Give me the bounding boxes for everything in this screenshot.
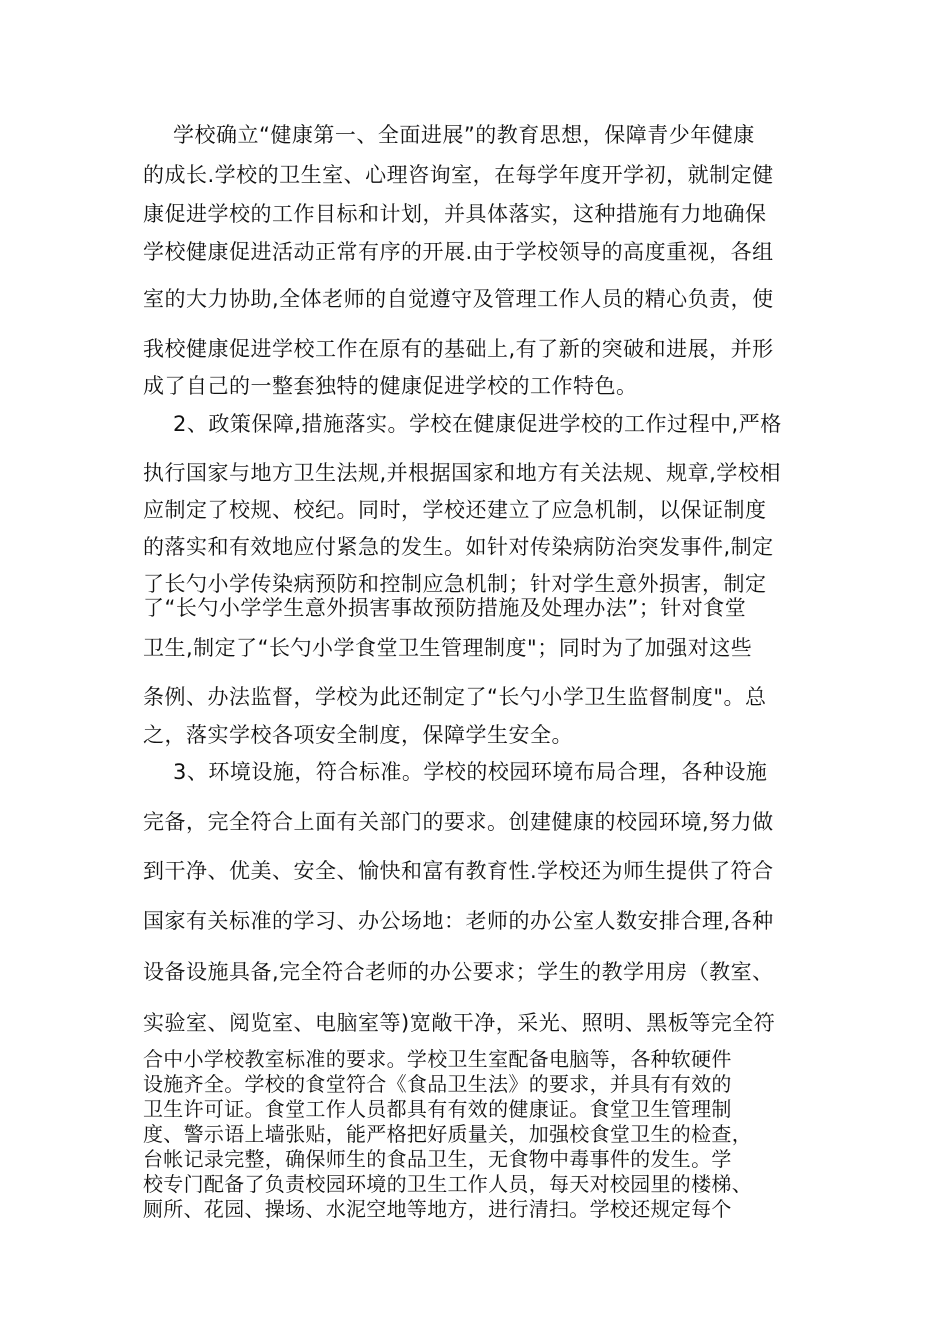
text-line: 之，落实学校各项安全制度，保障学生安全。 [143, 723, 573, 747]
text-line: 执行国家与地方卫生法规,并根据国家和地方有关法规、规章,学校相 [143, 461, 781, 485]
text-line: 实验室、阅览室、电脑室等)宽敞干净，采光、照明、黑板等完全符 [143, 1011, 776, 1035]
text-line: 应制定了校规、校纪。同时，学校还建立了应急机制，以保证制度 [143, 498, 767, 522]
text-line: 室的大力协助,全体老师的自觉遵守及管理工作人员的精心负责，使 [143, 287, 774, 311]
text-line: 条例、办法监督，学校为此还制定了“长勺小学卫生监督制度"。总 [143, 685, 767, 709]
text-line: 康促进学校的工作目标和计划，并具体落实，这种措施有力地确保 [143, 202, 767, 226]
text-line: 完备，完全符合上面有关部门的要求。创建健康的校园环境,努力做 [143, 810, 774, 834]
text-line: 3、环境设施，符合标准。学校的校园环境布局合理，各种设施 [173, 760, 768, 784]
text-line: 学校健康促进活动正常有序的开展.由于学校领导的高度重视，各组 [143, 240, 774, 264]
text-line: 合中小学校教室标准的要求。学校卫生室配备电脑等，各种软硬件 [143, 1047, 732, 1071]
text-line: 学校确立“健康第一、全面进展”的教育思想，保障青少年健康 [173, 123, 755, 147]
text-line: 卫生,制定了“长勺小学食堂卫生管理制度"；同时为了加强对这些 [143, 636, 753, 660]
text-line: 了长勺小学传染病预防和控制应急机制；针对学生意外损害，制定 [143, 572, 767, 596]
text-line: 台帐记录完整，确保师生的食品卫生，无食物中毒事件的发生。学 [143, 1147, 732, 1171]
text-line: 了“长勺小学学生意外损害事故预防措施及处理办法”；针对食堂 [143, 596, 747, 620]
text-line: 国家有关标准的学习、办公场地：老师的办公室人数安排合理,各种 [143, 909, 774, 933]
text-line: 卫生许可证。食堂工作人员都具有有效的健康证。食堂卫生管理制 [143, 1097, 732, 1121]
text-line: 度、警示语上墙张贴，能严格把好质量关，加强校食堂卫生的检查， [143, 1122, 752, 1146]
text-line: 的落实和有效地应付紧急的发生。如针对传染病防治突发事件,制定 [143, 535, 774, 559]
text-line: 设施齐全。学校的食堂符合《食品卫生法》的要求，并具有有效的 [143, 1072, 732, 1096]
text-line: 我校健康促进学校工作在原有的基础上,有了新的突破和进展，并形 [143, 337, 774, 361]
text-line: 2、政策保障,措施落实。学校在健康促进学校的工作过程中,严格 [173, 412, 782, 436]
text-line: 到干净、优美、安全、愉快和富有教育性.学校还为师生提供了符合 [143, 859, 774, 883]
text-line: 厕所、花园、操场、水泥空地等地方，进行清扫。学校还规定每个 [143, 1197, 732, 1221]
text-line: 成了自己的一整套独特的健康促进学校的工作特色。 [143, 374, 638, 398]
text-line: 校专门配备了负责校园环境的卫生工作人员，每天对校园里的楼梯、 [143, 1172, 752, 1196]
text-line: 设备设施具备,完全符合老师的办公要求；学生的教学用房（教室、 [143, 960, 774, 984]
text-line: 的成长.学校的卫生室、心理咨询室，在每学年度开学初，就制定健 [143, 163, 774, 187]
